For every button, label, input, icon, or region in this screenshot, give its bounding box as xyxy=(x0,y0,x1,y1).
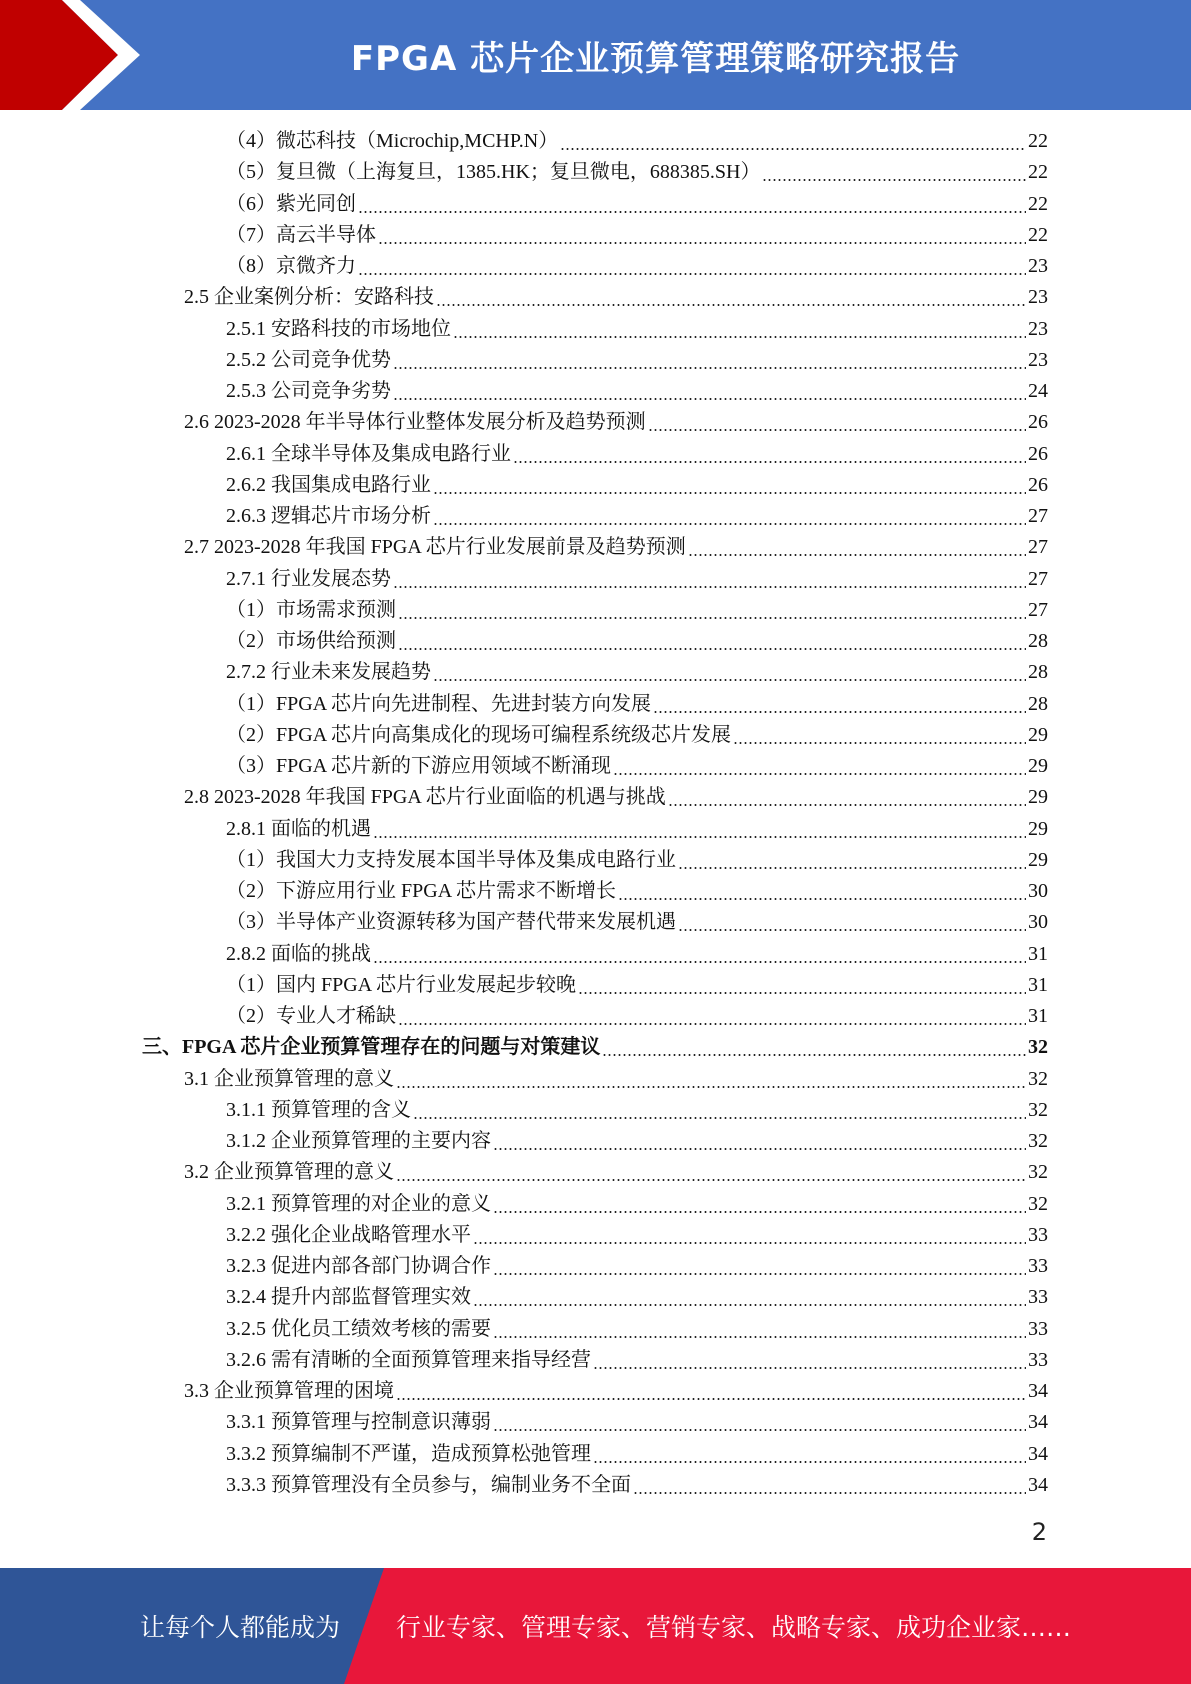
toc-dot-leader xyxy=(396,1376,1026,1407)
toc-entry-page: 27 xyxy=(1028,536,1048,558)
toc-entry[interactable] xyxy=(226,1282,1048,1313)
toc-entry-page: 27 xyxy=(1028,568,1048,590)
toc-entry-title: （4）微芯科技（Microchip,MCHP.N） xyxy=(226,130,559,152)
toc-entry[interactable] xyxy=(226,470,1048,501)
page-footer xyxy=(0,1568,1191,1684)
toc-dot-leader xyxy=(393,345,1026,376)
toc-entry-title: （2）市场供给预测 xyxy=(226,630,396,652)
footer-slogan-left: 让每个人都能成为 xyxy=(140,1613,341,1642)
toc-entry-page: 22 xyxy=(1028,161,1048,183)
toc-entry-page: 31 xyxy=(1028,1005,1048,1027)
toc-entry-title: 3.2.3 促进内部各部门协调合作 xyxy=(226,1255,491,1277)
toc-entry-page: 32 xyxy=(1028,1130,1048,1152)
toc-entry-title: 3.2.2 强化企业战略管理水平 xyxy=(226,1224,471,1246)
toc-entry[interactable] xyxy=(226,345,1048,376)
toc-entry-page: 34 xyxy=(1028,1380,1048,1402)
toc-entry-page: 23 xyxy=(1028,255,1048,277)
toc-entry-title: 2.5.1 安路科技的市场地位 xyxy=(226,318,451,340)
toc-entry-page: 31 xyxy=(1028,974,1048,996)
toc-entry-title: 3.3 企业预算管理的困境 xyxy=(184,1380,394,1402)
page-number: 2 xyxy=(1031,1518,1047,1546)
toc-entry-page: 30 xyxy=(1028,880,1048,902)
toc-entry[interactable] xyxy=(184,1376,1048,1407)
toc-entry-title: 2.8 2023-2028 年我国 FPGA 芯片行业面临的机遇与挑战 xyxy=(184,786,666,808)
toc-entry-title: 三、FPGA 芯片企业预算管理存在的问题与对策建议 xyxy=(142,1036,601,1058)
toc-entry[interactable] xyxy=(226,907,1048,938)
toc-entry-title: （2）专业人才稀缺 xyxy=(226,1005,396,1027)
toc-dot-leader xyxy=(398,595,1026,626)
toc-entry[interactable] xyxy=(226,1470,1048,1501)
toc-dot-leader xyxy=(358,189,1026,220)
toc-entry[interactable] xyxy=(226,439,1048,470)
toc-entry-page: 32 xyxy=(1028,1068,1048,1090)
toc-dot-leader xyxy=(668,782,1026,813)
toc-dot-leader xyxy=(433,501,1026,532)
toc-entry-page: 27 xyxy=(1028,599,1048,621)
toc-dot-leader xyxy=(493,1189,1026,1220)
toc-entry[interactable] xyxy=(142,1032,1048,1063)
toc-dot-leader xyxy=(578,970,1026,1001)
toc-entry[interactable] xyxy=(226,595,1048,626)
toc-entry[interactable] xyxy=(226,1220,1048,1251)
toc-dot-leader xyxy=(493,1407,1026,1438)
toc-entry-title: 3.3.2 预算编制不严谨，造成预算松弛管理 xyxy=(226,1443,591,1465)
toc-entry-title: 3.3.1 预算管理与控制意识薄弱 xyxy=(226,1411,491,1433)
toc-entry[interactable] xyxy=(226,814,1048,845)
toc-entry[interactable] xyxy=(226,189,1048,220)
toc-entry-title: （1）国内 FPGA 芯片行业发展起步较晚 xyxy=(226,974,577,996)
toc-entry-title: 3.1.2 企业预算管理的主要内容 xyxy=(226,1130,491,1152)
toc-dot-leader xyxy=(560,126,1026,157)
toc-entry-title: （6）紫光同创 xyxy=(226,193,356,215)
toc-dot-leader xyxy=(393,376,1026,407)
toc-entry-title: 2.6.3 逻辑芯片市场分析 xyxy=(226,505,431,527)
toc-entry[interactable] xyxy=(226,1314,1048,1345)
toc-entry-page: 29 xyxy=(1028,849,1048,871)
toc-dot-leader xyxy=(436,282,1026,313)
toc-entry-title: （1）我国大力支持发展本国半导体及集成电路行业 xyxy=(226,849,676,871)
toc-dot-leader xyxy=(493,1126,1026,1157)
toc-entry[interactable] xyxy=(226,657,1048,688)
toc-entry[interactable] xyxy=(226,251,1048,282)
toc-entry[interactable] xyxy=(184,782,1048,813)
toc-entry[interactable] xyxy=(226,1001,1048,1032)
toc-dot-leader xyxy=(633,1470,1026,1501)
toc-entry-page: 22 xyxy=(1028,130,1048,152)
toc-entry-title: （3）半导体产业资源转移为国产替代带来发展机遇 xyxy=(226,911,676,933)
toc-dot-leader xyxy=(398,626,1026,657)
toc-entry[interactable] xyxy=(226,1189,1048,1220)
toc-entry-page: 34 xyxy=(1028,1443,1048,1465)
toc-dot-leader xyxy=(593,1345,1026,1376)
toc-entry-page: 28 xyxy=(1028,693,1048,715)
toc-entry-page: 24 xyxy=(1028,380,1048,402)
toc-entry[interactable] xyxy=(184,282,1048,313)
toc-dot-leader xyxy=(678,907,1026,938)
toc-dot-leader xyxy=(453,314,1026,345)
toc-dot-leader xyxy=(678,845,1026,876)
toc-entry[interactable] xyxy=(226,126,1048,157)
header-chevron-icon xyxy=(0,0,200,110)
toc-dot-leader xyxy=(593,1439,1026,1470)
toc-entry[interactable] xyxy=(184,1157,1048,1188)
toc-entry-page: 28 xyxy=(1028,661,1048,683)
toc-entry-title: 2.5.2 公司竞争优势 xyxy=(226,349,391,371)
toc-dot-leader xyxy=(398,1001,1026,1032)
toc-entry-page: 33 xyxy=(1028,1255,1048,1277)
toc-entry-title: 2.7.1 行业发展态势 xyxy=(226,568,391,590)
toc-dot-leader xyxy=(373,939,1026,970)
toc-entry-page: 26 xyxy=(1028,443,1048,465)
toc-entry-page: 30 xyxy=(1028,911,1048,933)
toc-entry-title: （5）复旦微（上海复旦，1385.HK；复旦微电，688385.SH） xyxy=(226,161,761,183)
toc-entry-title: 3.2.6 需有清晰的全面预算管理来指导经营 xyxy=(226,1349,591,1371)
toc-entry-title: 2.8.2 面临的挑战 xyxy=(226,943,371,965)
toc-dot-leader xyxy=(613,751,1026,782)
toc-entry-page: 27 xyxy=(1028,505,1048,527)
toc-entry-title: 3.2 企业预算管理的意义 xyxy=(184,1161,394,1183)
toc-dot-leader xyxy=(433,470,1026,501)
toc-entry-title: 3.3.3 预算管理没有全员参与，编制业务不全面 xyxy=(226,1474,631,1496)
toc-entry[interactable] xyxy=(226,1126,1048,1157)
toc-dot-leader xyxy=(473,1220,1026,1251)
toc-entry-title: 2.5.3 公司竞争劣势 xyxy=(226,380,391,402)
page-header xyxy=(0,0,1191,110)
toc-entry-page: 29 xyxy=(1028,786,1048,808)
toc-entry-page: 26 xyxy=(1028,474,1048,496)
toc-entry[interactable] xyxy=(226,1345,1048,1376)
toc-entry[interactable] xyxy=(226,876,1048,907)
toc-entry[interactable] xyxy=(226,1407,1048,1438)
toc-entry-title: （7）高云半导体 xyxy=(226,224,376,246)
toc-entry[interactable] xyxy=(226,970,1048,1001)
toc-entry[interactable] xyxy=(226,314,1048,345)
toc-entry-title: （2）FPGA 芯片向高集成化的现场可编程系统级芯片发展 xyxy=(226,724,732,746)
toc-entry-page: 33 xyxy=(1028,1349,1048,1371)
toc-dot-leader xyxy=(373,814,1026,845)
toc-entry-title: （2）下游应用行业 FPGA 芯片需求不断增长 xyxy=(226,880,617,902)
toc-entry-title: 2.6.2 我国集成电路行业 xyxy=(226,474,431,496)
toc-dot-leader xyxy=(513,439,1026,470)
toc-entry[interactable] xyxy=(226,845,1048,876)
toc-entry[interactable] xyxy=(226,939,1048,970)
toc-entry-page: 33 xyxy=(1028,1286,1048,1308)
toc-entry-page: 22 xyxy=(1028,224,1048,246)
toc-entry-page: 29 xyxy=(1028,818,1048,840)
toc-entry-title: （1）FPGA 芯片向先进制程、先进封装方向发展 xyxy=(226,693,652,715)
toc-entry[interactable] xyxy=(226,157,1048,188)
toc-entry[interactable] xyxy=(226,220,1048,251)
toc-entry[interactable] xyxy=(226,1095,1048,1126)
toc-entry-title: 2.6 2023-2028 年半导体行业整体发展分析及趋势预测 xyxy=(184,411,646,433)
toc-entry[interactable] xyxy=(184,532,1048,563)
toc-entry-title: 3.2.1 预算管理的对企业的意义 xyxy=(226,1193,491,1215)
toc-entry-title: （3）FPGA 芯片新的下游应用领域不断涌现 xyxy=(226,755,612,777)
toc-entry-title: （8）京微齐力 xyxy=(226,255,356,277)
toc-dot-leader xyxy=(762,157,1026,188)
toc-dot-leader xyxy=(688,532,1026,563)
toc-entry[interactable] xyxy=(226,501,1048,532)
toc-entry-page: 34 xyxy=(1028,1474,1048,1496)
toc-dot-leader xyxy=(653,689,1026,720)
toc-entry-title: 3.2.4 提升内部监督管理实效 xyxy=(226,1286,471,1308)
toc-entry[interactable] xyxy=(226,564,1048,595)
toc-entry-page: 32 xyxy=(1028,1193,1048,1215)
toc-dot-leader xyxy=(493,1251,1026,1282)
toc-dot-leader xyxy=(433,657,1026,688)
toc-dot-leader xyxy=(396,1157,1026,1188)
toc-dot-leader xyxy=(396,1064,1026,1095)
toc-entry-page: 23 xyxy=(1028,318,1048,340)
toc-entry-title: 3.1 企业预算管理的意义 xyxy=(184,1068,394,1090)
toc-dot-leader xyxy=(473,1282,1026,1313)
toc-dot-leader xyxy=(618,876,1026,907)
toc-dot-leader xyxy=(493,1314,1026,1345)
toc-entry-title: 2.7 2023-2028 年我国 FPGA 芯片行业发展前景及趋势预测 xyxy=(184,536,686,558)
toc-dot-leader xyxy=(378,220,1026,251)
document-title: FPGA 芯片企业预算管理策略研究报告 xyxy=(350,38,961,79)
toc-entry[interactable] xyxy=(184,1064,1048,1095)
toc-entry[interactable] xyxy=(226,689,1048,720)
toc-dot-leader xyxy=(393,564,1026,595)
toc-entry-title: （1）市场需求预测 xyxy=(226,599,396,621)
footer-slogan-right: 行业专家、管理专家、营销专家、战略专家、成功企业家…… xyxy=(396,1613,1072,1642)
toc-entry[interactable] xyxy=(226,720,1048,751)
toc-entry-title: 2.5 企业案例分析：安路科技 xyxy=(184,286,434,308)
toc-entry-title: 3.2.5 优化员工绩效考核的需要 xyxy=(226,1318,491,1340)
toc-entry[interactable] xyxy=(226,376,1048,407)
toc-entry-page: 32 xyxy=(1028,1036,1048,1058)
toc-entry-title: 3.1.1 预算管理的含义 xyxy=(226,1099,411,1121)
toc-entry-page: 22 xyxy=(1028,193,1048,215)
toc-entry-page: 32 xyxy=(1028,1099,1048,1121)
toc-entry-title: 2.7.2 行业未来发展趋势 xyxy=(226,661,431,683)
toc-entry-page: 33 xyxy=(1028,1224,1048,1246)
toc-entry-page: 26 xyxy=(1028,411,1048,433)
toc-entry-page: 29 xyxy=(1028,755,1048,777)
toc-entry-page: 32 xyxy=(1028,1161,1048,1183)
toc-entry-title: 2.8.1 面临的机遇 xyxy=(226,818,371,840)
toc-entry[interactable] xyxy=(184,407,1048,438)
toc-entry-page: 23 xyxy=(1028,286,1048,308)
toc-entry[interactable] xyxy=(226,1251,1048,1282)
toc-entry-title: 2.6.1 全球半导体及集成电路行业 xyxy=(226,443,511,465)
toc-dot-leader xyxy=(358,251,1026,282)
toc-entry-page: 33 xyxy=(1028,1318,1048,1340)
toc-entry-page: 23 xyxy=(1028,349,1048,371)
toc-entry-page: 31 xyxy=(1028,943,1048,965)
toc-entry[interactable] xyxy=(226,751,1048,782)
toc-entry-page: 28 xyxy=(1028,630,1048,652)
toc-entry[interactable] xyxy=(226,1439,1048,1470)
toc-dot-leader xyxy=(733,720,1026,751)
toc-entry-page: 29 xyxy=(1028,724,1048,746)
toc-entry[interactable] xyxy=(226,626,1048,657)
toc-entry-page: 34 xyxy=(1028,1411,1048,1433)
toc-dot-leader xyxy=(413,1095,1026,1126)
toc-dot-leader xyxy=(648,407,1026,438)
toc-dot-leader xyxy=(602,1032,1026,1063)
